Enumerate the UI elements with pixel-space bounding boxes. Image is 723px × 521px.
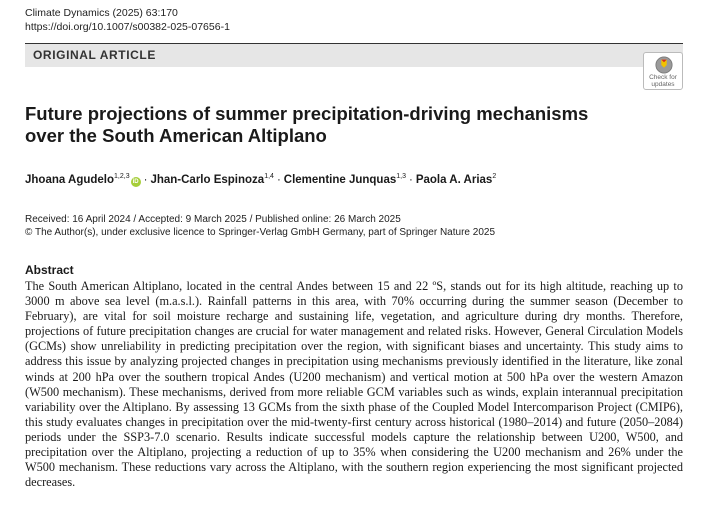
author-name[interactable]: Clementine Junquas	[283, 174, 397, 186]
author-affiliation: 1,4	[264, 173, 274, 180]
doi-link[interactable]: https://doi.org/10.1007/s00382-025-07656-1	[25, 21, 230, 33]
author-separator: ·	[408, 174, 413, 186]
abstract-text: The South American Altiplano, located in the central Andes between 15 and 22 ºS, stands out for its high altitude, reaching up to 3000 m above sea level (m.a.s.l.). Rainfall patterns in this area, with 70% occurring during the summer season (December to February), are vital for soil moisture recharge and sustaining life, vegetation, and agriculture during dry months. Therefore, projections of future precipitation changes are crucial for water management and related risks. However, General Circulation Models (GCMs) show unreliability in predicting precipitation over the region, with significant biases and uncertainty. This study aims to address this issue by analyzing projected changes in precipitation using mechanisms previously identified in the literature, like zonal winds at 200 hPa over the southern tropical Andes (U200 mechanism) and vertical motion at 500 hPa over the western Amazon (W500 mechanism). These mechanisms, derived from more reliable GCM variables such as winds, explain interannual precipitation variability over the Altiplano. By assessing 13 GCMs from the sixth phase of the Coupled Model Intercomparison Project (CMIP6), this study evaluates changes in precipitation over the mid-twenty-first century across historical (1980–2014) and future (2050–2084) periods under the SSP3-7.0 scenario. Results indicate successful models capture the relationship between U200, W500, and precipitation over the Altiplano, projecting a reduction of up to 35% when considering the U200 mechanism and 26% under the W500 mechanism. These reductions vary across the Altiplano, with the southern region experiencing the most significant projected decreases.	[25, 279, 683, 490]
abstract-heading: Abstract	[25, 263, 74, 277]
author-separator: ·	[143, 174, 148, 186]
author-affiliation: 2	[492, 173, 497, 180]
author-affiliation: 1,3	[396, 173, 406, 180]
copyright-notice: © The Author(s), under exclusive licence to Springer-Verlag GmbH Germany, part of Springer Nature 2025	[25, 227, 495, 238]
author-name[interactable]: Paola A. Arias	[415, 174, 493, 186]
author-name[interactable]: Jhan-Carlo Espinoza	[150, 174, 265, 186]
title-line-1: Future projections of summer precipitation-driving mechanisms	[25, 103, 589, 124]
article-title	[25, 103, 645, 147]
article-type-bar	[25, 43, 683, 67]
check-for-updates-button[interactable]	[643, 52, 683, 90]
title-line-2: over the South American Altiplano	[25, 125, 327, 146]
article-type-label: ORIGINAL ARTICLE	[33, 48, 156, 62]
author-list	[25, 172, 496, 188]
publication-dates: Received: 16 April 2024 / Accepted: 9 March 2025 / Published online: 26 March 2025	[25, 214, 401, 225]
author-name[interactable]: Jhoana Agudelo	[25, 174, 115, 186]
author-separator: ·	[276, 174, 281, 186]
check-for-updates-label: Check for updates	[649, 74, 677, 88]
journal-citation: Climate Dynamics (2025) 63:170	[25, 7, 178, 19]
check-for-updates-icon	[655, 56, 673, 74]
author-affiliation: 1,2,3	[114, 173, 130, 180]
orcid-icon[interactable]: iD	[132, 179, 139, 185]
